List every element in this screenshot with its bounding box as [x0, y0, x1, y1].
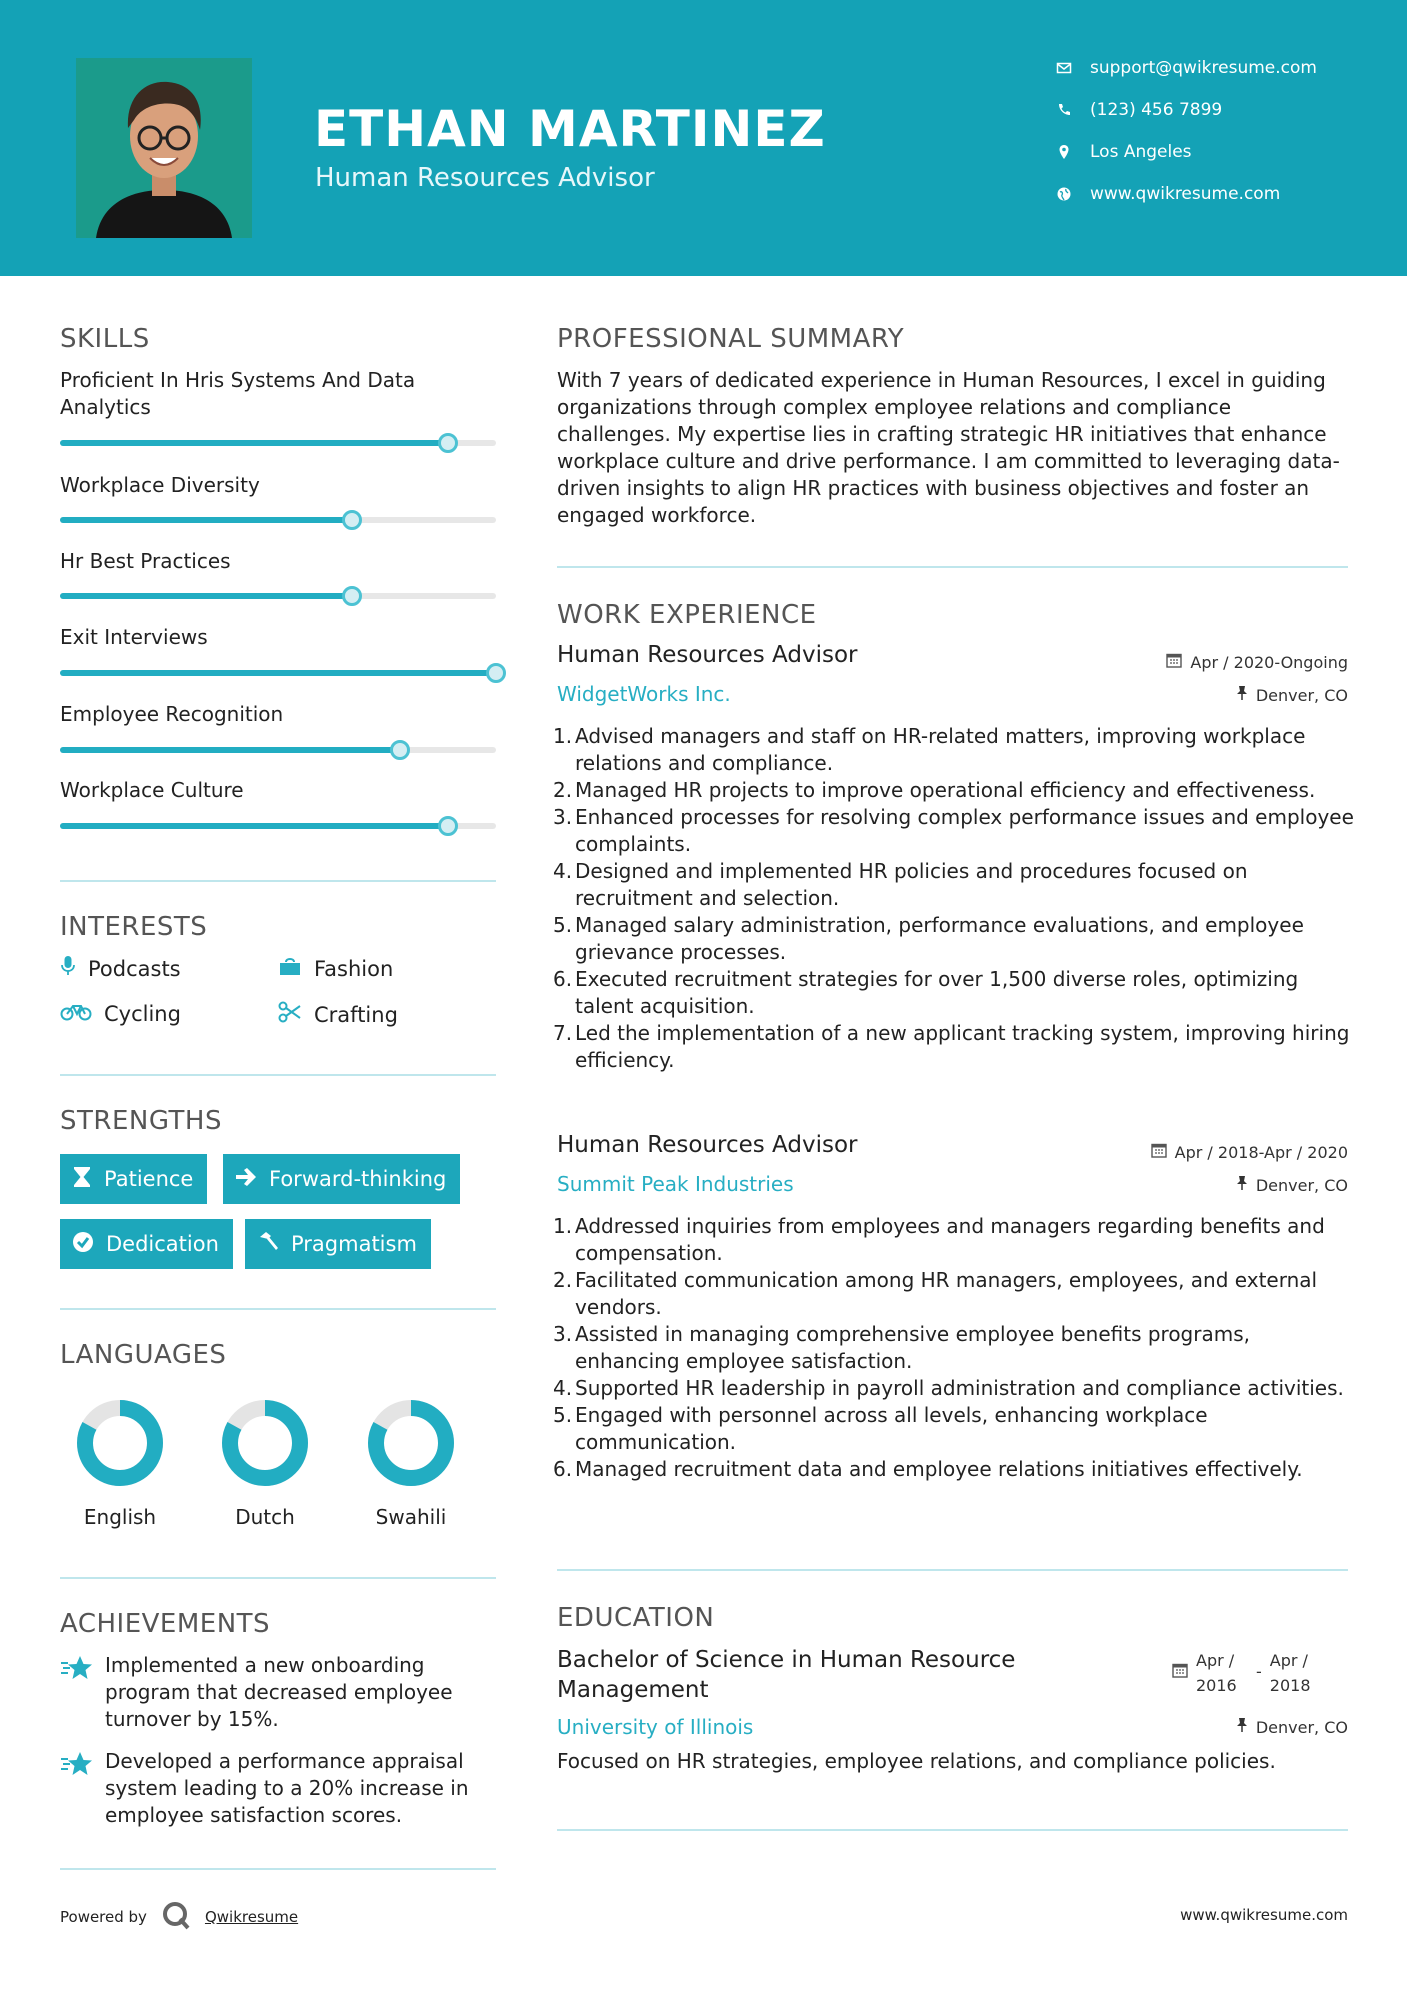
contact-phone-text: (123) 456 7899	[1090, 100, 1223, 120]
footer-website[interactable]: www.qwikresume.com	[1180, 1906, 1348, 1924]
skill-bar	[60, 823, 496, 829]
section-divider	[557, 566, 1348, 568]
interest-podcasts	[60, 955, 181, 982]
strength-tag-forward-thinking	[223, 1154, 460, 1204]
company-name: WidgetWorks Inc.	[557, 682, 731, 706]
skill-bar	[60, 747, 496, 753]
skill-bar-knob	[438, 816, 458, 836]
section-divider	[60, 1308, 496, 1310]
phone-icon	[1056, 102, 1072, 118]
section-divider	[557, 1829, 1348, 1831]
skill-label: Hr Best Practices	[60, 549, 231, 573]
check-circle-icon	[72, 1231, 94, 1258]
envelope-icon	[1056, 60, 1072, 76]
education-end: Apr / 2018	[1269, 1651, 1311, 1695]
globe-icon	[1056, 186, 1072, 202]
section-divider	[60, 1577, 496, 1579]
job-bullets	[553, 1213, 1357, 1483]
strength-tag-dedication	[60, 1219, 233, 1269]
strength-label: Patience	[104, 1167, 194, 1191]
interest-crafting	[278, 1001, 398, 1028]
calendar-icon	[1172, 1662, 1188, 1698]
language-ring	[210, 1388, 320, 1502]
candidate-role: Human Resources Advisor	[315, 163, 655, 193]
contact-location-text: Los Angeles	[1090, 142, 1192, 162]
brand-link[interactable]: Qwikresume	[204, 1908, 299, 1926]
skill-bar-knob	[342, 586, 362, 606]
skill-bar-fill	[60, 517, 352, 523]
skill-bar-knob	[390, 740, 410, 760]
strength-tag-patience	[60, 1154, 207, 1204]
job-bullet: 4. Supported HR leadership in payroll administration and compliance activities.	[553, 1376, 1344, 1400]
language-ring	[356, 1388, 466, 1502]
skill-bar-fill	[60, 823, 448, 829]
skill-label: Workplace Diversity	[60, 473, 260, 497]
education-dates	[1172, 1648, 1322, 1698]
language-label: Swahili	[375, 1505, 447, 1529]
achievement-text: Developed a performance appraisal system leading to a 20% increase in employee satisfaction scores.	[105, 1749, 469, 1827]
interest-cycling	[60, 1001, 181, 1026]
job-bullets	[553, 723, 1357, 1074]
contact-email[interactable]	[1056, 58, 1317, 78]
job-bullet: 6. Executed recruitment strategies for over 1,500 diverse roles, optimizing talent acquisition.	[553, 967, 1299, 1018]
strengths-title: STRENGTHS	[60, 1106, 222, 1136]
education-location	[1236, 1717, 1348, 1737]
job-title: Human Resources Advisor	[557, 642, 858, 668]
skill-bar-knob	[342, 510, 362, 530]
education-location-text: Denver, CO	[1255, 1717, 1348, 1737]
section-divider	[60, 1074, 496, 1076]
job-dates-text: Apr / 2018-Apr / 2020	[1174, 1142, 1348, 1162]
job-bullet: 2. Facilitated communication among HR managers, employees, and external vendors.	[553, 1268, 1318, 1319]
skill-label: Proficient In Hris Systems And Data Analytics	[60, 368, 416, 419]
interests-title: INTERESTS	[60, 912, 208, 942]
map-pin-icon	[1056, 144, 1072, 160]
contact-location	[1056, 142, 1192, 162]
calendar-icon	[1166, 652, 1182, 672]
microphone-icon	[60, 955, 76, 982]
skill-bar	[60, 440, 496, 446]
job-title: Human Resources Advisor	[557, 1132, 858, 1158]
job-location-text: Denver, CO	[1255, 1175, 1348, 1195]
language-label: English	[83, 1505, 157, 1529]
skill-bar-fill	[60, 670, 496, 676]
interest-label: Podcasts	[88, 956, 181, 981]
skill-bar	[60, 670, 496, 676]
footer-powered-by	[60, 1900, 298, 1934]
job-bullet: 5. Engaged with personnel across all levels, enhancing workplace communication.	[553, 1403, 1208, 1454]
skill-bar-fill	[60, 747, 400, 753]
school-name: University of Illinois	[557, 1715, 754, 1739]
star-icon	[60, 1751, 94, 1781]
job-bullet: 3. Assisted in managing comprehensive employee benefits programs, enhancing employee satisfaction.	[553, 1322, 1250, 1373]
degree-title: Bachelor of Science in Human Resource Management	[557, 1647, 1016, 1703]
star-icon	[60, 1655, 94, 1685]
contact-phone	[1056, 100, 1222, 120]
job-location	[1236, 1175, 1348, 1195]
interest-label: Fashion	[314, 956, 394, 981]
job-dates	[1151, 1142, 1348, 1162]
strength-label: Pragmatism	[291, 1232, 417, 1256]
profile-photo	[76, 58, 252, 238]
summary-title: PROFESSIONAL SUMMARY	[557, 324, 905, 354]
qwikresume-logo-icon	[161, 1900, 191, 1934]
strength-tag-pragmatism	[245, 1219, 431, 1269]
strength-label: Forward-thinking	[269, 1167, 447, 1191]
skill-bar	[60, 593, 496, 599]
bicycle-icon	[60, 1001, 92, 1026]
hourglass-icon	[72, 1166, 92, 1193]
language-label: Dutch	[235, 1505, 295, 1529]
achievements-title: ACHIEVEMENTS	[60, 1609, 271, 1639]
skills-title: SKILLS	[60, 324, 150, 354]
pushpin-icon	[1236, 1175, 1248, 1195]
date-separator: -	[1256, 1662, 1262, 1681]
strength-label: Dedication	[106, 1232, 219, 1256]
contact-email-text[interactable]: support@qwikresume.com	[1090, 58, 1317, 78]
job-bullet: 3. Enhanced processes for resolving complex performance issues and employee complaints.	[553, 805, 1354, 856]
contact-website-text[interactable]: www.qwikresume.com	[1090, 184, 1281, 204]
skill-label: Employee Recognition	[60, 702, 284, 726]
languages-title: LANGUAGES	[60, 1340, 227, 1370]
arrow-right-icon	[235, 1167, 257, 1192]
job-bullet: 1. Advised managers and staff on HR-related matters, improving workplace relations and compliance.	[553, 724, 1306, 775]
skill-bar-knob	[438, 433, 458, 453]
job-bullet: 4. Designed and implemented HR policies and procedures focused on recruitment and selection.	[553, 859, 1248, 910]
skill-bar-fill	[60, 593, 352, 599]
interest-fashion	[278, 955, 393, 982]
job-dates	[1166, 652, 1348, 672]
job-bullet: 7. Led the implementation of a new applicant tracking system, improving hiring efficiency.	[553, 1021, 1350, 1072]
interest-label: Crafting	[314, 1002, 398, 1027]
skill-bar-fill	[60, 440, 448, 446]
education-description: Focused on HR strategies, employee relations, and compliance policies.	[557, 1749, 1276, 1773]
section-divider	[60, 880, 496, 882]
company-name: Summit Peak Industries	[557, 1172, 794, 1196]
education-start: Apr / 2016	[1196, 1651, 1237, 1695]
resume-header	[0, 0, 1407, 276]
interest-label: Cycling	[104, 1001, 181, 1026]
job-bullet: 5. Managed salary administration, performance evaluations, and employee grievance processes.	[553, 913, 1304, 964]
calendar-icon	[1151, 1142, 1167, 1162]
pushpin-icon	[1236, 1717, 1248, 1737]
powered-by-text: Powered by	[60, 1908, 147, 1926]
hammer-icon	[257, 1231, 279, 1258]
skill-bar	[60, 517, 496, 523]
job-location	[1236, 685, 1348, 705]
job-bullet: 1. Addressed inquiries from employees and managers regarding benefits and compensation.	[553, 1214, 1325, 1265]
shopping-bag-icon	[278, 955, 302, 982]
skill-label: Exit Interviews	[60, 625, 208, 649]
section-divider	[60, 1868, 496, 1870]
section-divider	[557, 1569, 1348, 1571]
summary-text: With 7 years of dedicated experience in Human Resources, I excel in guiding organizations through complex employee relations and compliance challenges. My expertise lies in crafting strategic HR initiatives that enhance workplace culture and drive performance. I am committed to leveraging data-driven insights to align HR practices with business objectives and foster an engaged workforce.	[557, 368, 1340, 527]
skill-label: Workplace Culture	[60, 778, 244, 802]
candidate-name: ETHAN MARTINEZ	[314, 100, 826, 158]
job-bullet: 2. Managed HR projects to improve operational efficiency and effectiveness.	[553, 778, 1316, 802]
experience-title: WORK EXPERIENCE	[557, 600, 817, 630]
contact-website[interactable]	[1056, 184, 1280, 204]
job-dates-text: Apr / 2020-Ongoing	[1190, 652, 1348, 672]
pushpin-icon	[1236, 685, 1248, 705]
job-location-text: Denver, CO	[1255, 685, 1348, 705]
education-title: EDUCATION	[557, 1603, 715, 1633]
achievement-text: Implemented a new onboarding program that decreased employee turnover by 15%.	[105, 1653, 453, 1731]
language-ring	[65, 1388, 175, 1502]
scissors-icon	[278, 1001, 302, 1028]
skill-bar-knob	[486, 663, 506, 683]
job-bullet: 6. Managed recruitment data and employee relations initiatives effectively.	[553, 1457, 1303, 1481]
